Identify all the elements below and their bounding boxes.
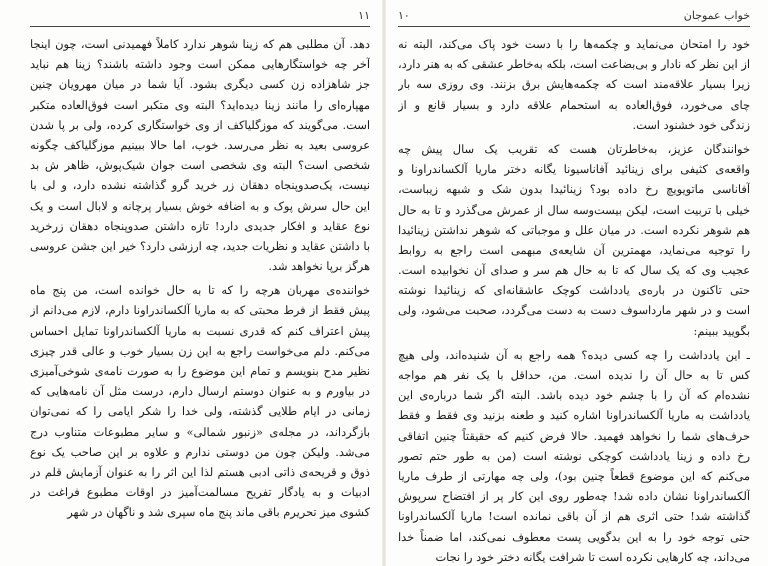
text-line: مهپاره‌ای را مانند زینا دیده‌اید؟ البته وی متکبر است فوق‌العاده متکبر [30, 97, 370, 112]
text-line: چای می‌خورد، فوق‌العاده به استحمام علاقه دارد و بسیار قانع و از [398, 97, 750, 112]
text-line: ادبیات و به یادگار تفریح مسالمت‌آمیز در اوقات مطبوع فراغت در [30, 485, 370, 500]
right-page-number: ۱۰ [398, 8, 410, 22]
text-line: گذاشته شد! حتی اثری هم از آن باقی نمانده است! ماریا آلکساندراونا [398, 509, 750, 524]
text-line: می‌شد. ولیکن چون من دوستی ندارم و علاوه بر این صاحب یک نوع [30, 444, 370, 459]
left-page-body [30, 34, 370, 523]
text-line: پیش اعتراف کنم که قدری نسبت به ماریا آلکساندراونا تمایل احساس [30, 323, 370, 338]
text-line: بازگرداند، در مجله‌ی «زنبور شمالی» و سایر مطبوعات متناوب درج [30, 424, 370, 439]
text-line: یادداشت به ماریا آلکساندراونا اشاره کنید و طعنه بزنید وی فقط و فقط [398, 408, 750, 423]
text-line: نیست، یک‌صدوپنجاه دهقان زر خرید گرو گذاشته نشده دارد، و لی با [30, 178, 370, 193]
text-line: خوانندگان عزیز، به‌خاطرتان هست که تقریب یک سال پیش چه [398, 141, 750, 156]
right-header-rule [398, 26, 750, 27]
text-line: جز شاهزاده زن کسی دیگری بشود. آیا شما در میان مهرویان چنین [30, 77, 370, 92]
text-line: کشوی میز تحریرم باقی ماند پنج ماه سپری شد و ناگهان در شهر [67, 505, 370, 520]
text-line: زندگی خود خشنود است. [632, 117, 750, 132]
right-page [384, 0, 768, 566]
text-line: ـ این یادداشت را چه کسی دیده؟ همه راجع به آن شنیده‌اند، ولی هیچ [398, 347, 750, 362]
right-page-running-title: خواب عموجان [683, 8, 750, 22]
text-line: آخر چه خواستگارهایی ممکن است وجود داشته باشند؟ زینا هم نباید [30, 57, 370, 72]
right-page-header [398, 6, 750, 24]
text-line: نظیر مدح بنویسم و تمام این موضوع را به صورت نامه‌ی شوخی‌آمیزی [30, 364, 370, 378]
text-line: زمانی در ایام طلایی گذشته، ولی خدا را شکر ایامی را که نمی‌توان [30, 404, 370, 419]
text-line: عجیب وی که یک سال که تا به حال هم سر و صدای آن نخوابیده است. [398, 263, 750, 278]
text-line: رخ داده و زینا یادداشت کوچکی نوشته است (من به طور حتم تصور [398, 448, 750, 463]
text-line: خواننده‌ی مهربان هرچه را که تا به حال خوانده است، من پنج ماه [30, 283, 370, 298]
text-line: است و در شهر مارداسوف دست به دست می‌گردد، صحبت می‌شود، ولی [398, 303, 750, 318]
text-line: است. می‌گویند که موزگلیاکف از وی خواستگاری کرده، ولی بر پا شدن [30, 117, 370, 132]
text-line: نشده‌ام که آن را با چشم خود دیده باشد. البته اگر شما درباره‌ی این [398, 388, 750, 403]
text-line: شخصی است؟ البته وی شخصی است جوان شیک‌پوش، ظاهر ش بد [30, 158, 370, 173]
right-page-body [398, 34, 750, 566]
text-line: ذوق و قریحه‌ی ذاتی ادبی هستم لذا این اثر را به عنوان آزمایش قلم در [30, 464, 370, 479]
text-line: را توجیه می‌نماید، مهمترین آن شایعه‌ی مبهمی است راجع به روابط [398, 242, 750, 257]
text-line: پیش فقط از فرط محبتی که به ماریا آلکساندراونا دارم، لازم می‌دانم از [30, 303, 370, 318]
text-line: آفاناسی ماتویویچ رخ داده بود؟ زینائیدا بدون شک و شبهه زیباست، [398, 182, 750, 197]
text-line: حتی تاکنون در باره‌ی یادداشت کوچک عاشقانه‌ای که زینائیدا نوشته [398, 283, 750, 298]
left-page-header [30, 6, 370, 24]
text-line: زیرا بسیار علاقه‌مند است که چکمه‌هایش برق بزنند. وی روزی سه بار [398, 77, 750, 92]
text-line: می‌کنم که این موضوع قطعاً چنین بود)، ولی چه مهارتی از طرف ماریا [398, 468, 750, 483]
text-line: دهد. آن مطلبی هم که زینا شوهر ندارد کاملاً فهمیدنی است، چون اینجا [30, 37, 370, 51]
text-line: از این نظر که نادار و بی‌بضاعت است، بلکه به‌خاطر عشقی که به هنر دارد، [398, 57, 750, 72]
text-line: می‌کنم. دلم می‌خواست راجع به این زن بسیار خوب و عالی قدر چیزی [30, 343, 370, 358]
text-line: عروسی بعید به نظر می‌رسد. خوب، اما حالا ببینیم موزگلیاکف چگونه [30, 137, 370, 152]
text-line: حتی توجه خود را به این بدگویی پست معطوف نمی‌کند، اما ضمناً خدا [398, 529, 750, 544]
text-line: هم شوهر نکرده است. در میان علل و موجباتی که شوهر نداشتن زینائیدا [398, 222, 750, 237]
left-page-number: ۱۱ [358, 8, 370, 22]
text-line: نوع عقاید و افکار جدیدی دارد! تازه داشتن صدوپنجاه دهقان زرخرید [30, 218, 370, 233]
text-line: کس تا به حال آن را ندیده است. من، حداقل با یک نفر هم مواجه [398, 368, 750, 382]
text-line: می‌داند، چه کارهایی نکرده است تا شرافت یگانه دختر خود را نجات [435, 549, 750, 564]
text-line: خیلی با تربیت است، لیکن بیست‌وسه سال از عمرش می‌گذرد و تا به حال [398, 202, 750, 217]
text-line: حرف‌های شما را نخواهد فهمید. حالا فرض کنیم که حقیقتاً چنین اتفاقی [398, 428, 750, 443]
text-line: با داشتن عقاید و نظریات جدید، چه ارزشی دارد؟ خیر این جشن عروسی [30, 238, 370, 253]
text-line: آلکساندراونا نشان داده شد! چه‌طور روی این کار پر از افتضاح سرپوش [398, 489, 750, 504]
text-line: در بیاورم و به عنوان دوستم ارسال دارم، درست مثل آن نامه‌هایی که [30, 384, 370, 399]
left-header-rule [30, 26, 370, 27]
text-line: خود را امتحان می‌نماید و چکمه‌ها را با دست خود پاک می‌کند، البته نه [398, 37, 750, 51]
text-line: هرگز برپا نخواهد شد. [268, 259, 370, 274]
text-line: بگویید ببینم: [693, 323, 750, 338]
text-line: واقعه‌ی کثیفی برای زینائید آفاناسیونا یگانه دختر ماریا آلکساندراونا و [398, 162, 750, 177]
text-line: این حال سرش پوک و به اضافه خوش بسیار پرچانه و لابال است و یک [30, 198, 370, 213]
